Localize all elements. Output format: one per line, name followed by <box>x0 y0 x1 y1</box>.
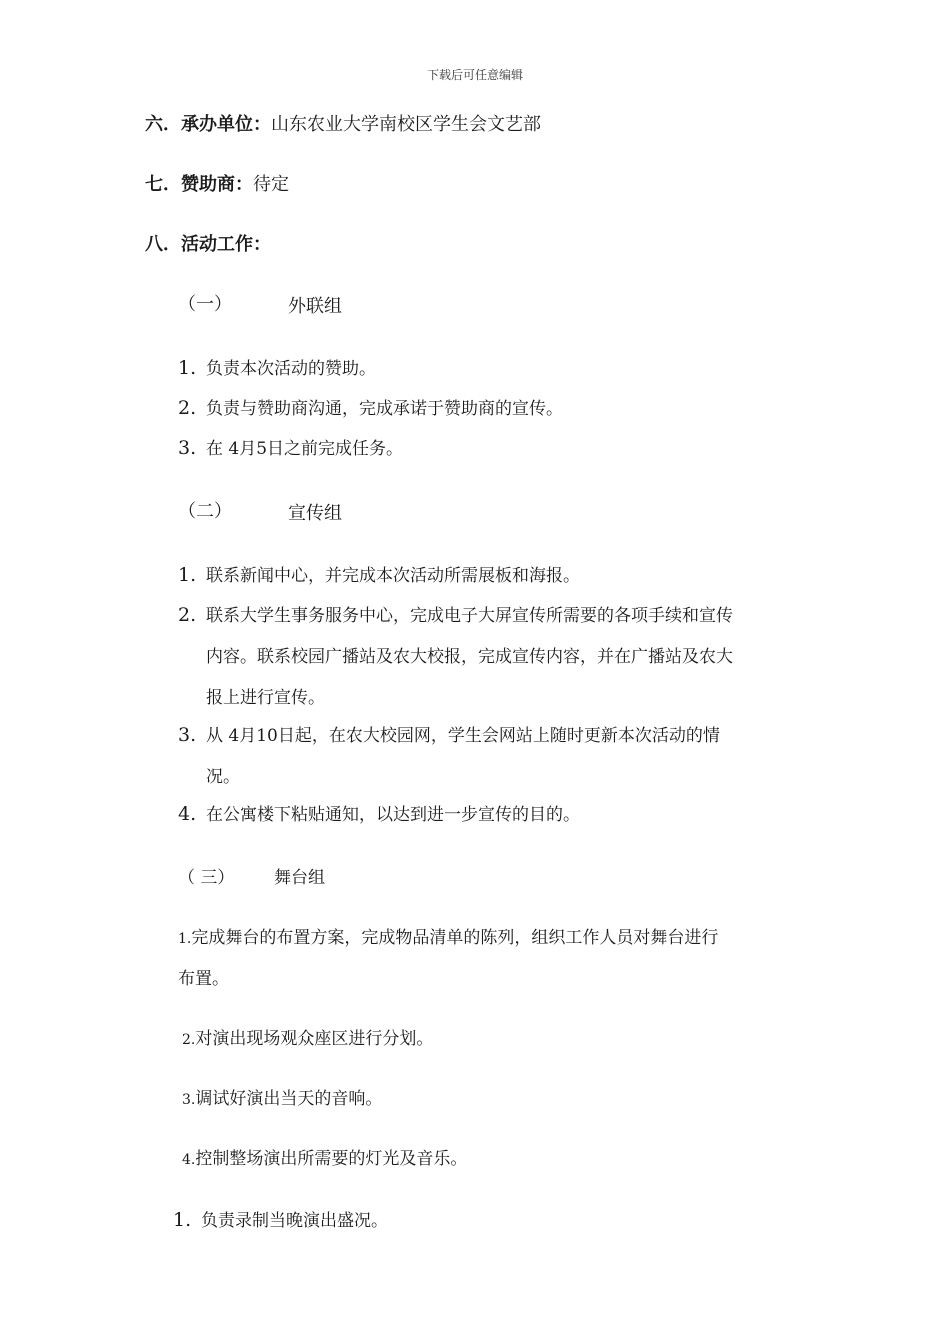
section-8-sep: ： <box>253 234 271 255</box>
item-text: 控制整场演出所需要的灯光及音乐。 <box>195 1149 468 1169</box>
group-3-name: 舞台组 <box>274 868 325 888</box>
group-2-item-1 <box>178 561 580 586</box>
section-6-value: 山东农业大学南校区学生会文艺部 <box>271 114 541 135</box>
group-1-item-3 <box>178 434 403 459</box>
recording-item <box>173 1206 388 1231</box>
group-2-item-2 <box>178 601 733 626</box>
item-text: 联系大学生事务服务中心，完成电子大屏宣传所需要的各项手续和宣传 <box>206 606 733 626</box>
item-number: 2. <box>178 397 197 419</box>
group-3-item-2 <box>182 1024 433 1049</box>
section-8 <box>145 230 271 256</box>
group-3-item-1-line-2: 布置。 <box>178 969 229 989</box>
group-2-number: （二） <box>178 501 232 522</box>
group-2-item-3 <box>178 721 720 746</box>
section-6-label: 六．承办单位 <box>145 114 253 135</box>
item-number: 1. <box>178 564 197 586</box>
section-6 <box>145 110 541 136</box>
item-text: 完成舞台的布置方案，完成物品清单的陈列，组织工作人员对舞台进行 <box>191 928 719 948</box>
section-7 <box>145 170 289 196</box>
item-number: 4. <box>178 803 197 825</box>
item-number: 3. <box>182 1092 196 1108</box>
section-6-sep: ： <box>253 114 271 135</box>
group-1-item-1 <box>178 354 376 379</box>
group-1-number: （一） <box>178 294 232 315</box>
item-text: 对演出现场观众座区进行分划。 <box>195 1029 434 1049</box>
item-text: 在公寓楼下粘贴通知，以达到进一步宣传的目的。 <box>206 805 580 825</box>
group-2-item-4 <box>178 800 580 825</box>
section-7-value: 待定 <box>253 174 289 195</box>
item-text: 在 4月5日之前完成任务。 <box>206 439 404 459</box>
group-3-item-3 <box>182 1084 382 1109</box>
item-text: 负责与赞助商沟通，完成承诺于赞助商的宣传。 <box>206 399 563 419</box>
group-3-item-4 <box>182 1144 467 1169</box>
group-2-name: 宣传组 <box>288 503 342 524</box>
item-text: 负责录制当晚演出盛况。 <box>201 1211 388 1231</box>
item-text: 联系新闻中心，并完成本次活动所需展板和海报。 <box>206 566 580 586</box>
item-text: 从 4月10日起，在农大校园网，学生会网站上随时更新本次活动的情 <box>206 726 720 746</box>
item-number: 1. <box>178 931 192 947</box>
group-2-item-2-line-2: 内容。联系校园广播站及农大校报，完成宣传内容，并在广播站及农大 <box>206 647 733 667</box>
group-2-item-3-line-2: 况。 <box>206 767 240 787</box>
group-2-item-2-line-3: 报上进行宣传。 <box>206 688 325 708</box>
group-3-number: （ 三） <box>178 868 235 888</box>
item-number: 2. <box>182 1032 196 1048</box>
item-number: 3. <box>178 724 197 746</box>
item-text: 调试好演出当天的音响。 <box>195 1089 383 1109</box>
item-number: 1. <box>178 357 197 379</box>
item-number: 3. <box>178 437 197 459</box>
group-1-name: 外联组 <box>288 296 342 317</box>
section-7-label: 七．赞助商 <box>145 174 235 195</box>
page-header: 下载后可任意编辑 <box>426 68 523 82</box>
section-8-label: 八．活动工作 <box>145 234 253 255</box>
section-7-sep: ： <box>235 174 253 195</box>
item-number: 1. <box>173 1209 192 1231</box>
item-number: 4. <box>182 1152 196 1168</box>
item-number: 2. <box>178 604 197 626</box>
item-text: 负责本次活动的赞助。 <box>206 359 376 379</box>
group-1-item-2 <box>178 394 563 419</box>
group-3-item-1 <box>178 923 718 948</box>
